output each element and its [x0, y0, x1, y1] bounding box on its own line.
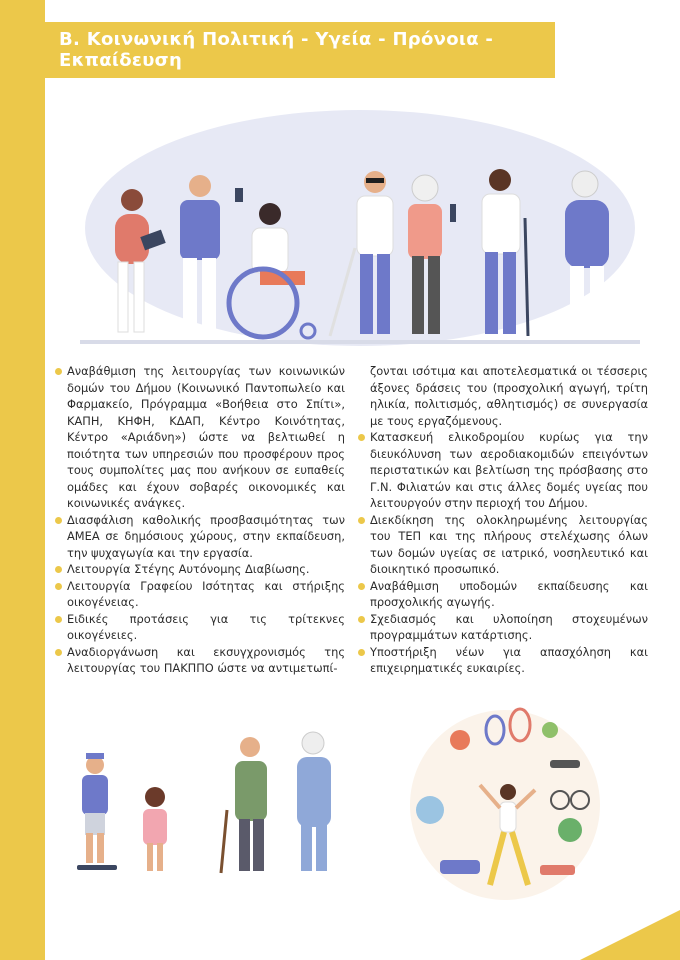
- page-title: Β. Κοινωνική Πολιτική - Υγεία - Πρόνοια - Εκπαίδευση: [59, 29, 494, 71]
- list-item: Λειτουργία Γραφείου Ισότητας και στήριξης οικογένειας.: [55, 578, 345, 611]
- section-header: [45, 22, 555, 78]
- list-item: Αναβάθμιση της λειτουργίας των κοινωνικών δομών του Δήμου (Κοινωνικό Παντοπωλείο και Φαρμακείο, Πρόγραμμα «Βοήθεια στο Σπίτι», ΚΑΠΗ, ΚΗΦΗ, ΚΔΑΠ, Κέντρο Κοινότητας, Κέντρο «Αριάδνη») ώστε να βελτιωθεί η ποιότητα των υπηρεσιών που προσφέρουν προς τους συμπολίτες μας που ανήκουν σε ευπαθείς ομάδες και έχουν σοβαρές οικονομικές και κοινωνικές ανάγκες.: [55, 363, 345, 512]
- active-lifestyle-illustration: [400, 700, 610, 910]
- list-item: Λειτουργία Στέγης Αυτόνομης Διαβίωσης.: [55, 561, 345, 578]
- left-text-column: [55, 363, 345, 677]
- list-item-continuation: ζονται ισότιμα και αποτελεσματικά οι τέσσερις άξονες δράσεις του (προσχολική αγωγή, τρίτη ηλικία, πολιτισμός, αθλητισμός) σε συνεργασία με τους εργαζόμενους.: [370, 364, 648, 428]
- left-accent-band: [0, 0, 45, 960]
- corner-accent: [580, 910, 680, 960]
- diverse-people-illustration: [80, 108, 640, 358]
- list-item: Αναβάθμιση υποδομών εκπαίδευσης και προσχολικής αγωγής.: [358, 578, 648, 611]
- family-generations-illustration: [55, 715, 355, 885]
- list-item: Κατασκευή ελικοδρομίου κυρίως για την διευκόλυνση των αεροδιακομιδών επειγόντων περιστατικών και βελτίωση της πρόσβασης στο Γ.Ν. Φιλιατών και στις άλλες δομές υγείας που λειτουργούν στην περιοχή του Δήμου.: [358, 429, 648, 512]
- policy-list-right: [358, 363, 648, 677]
- list-item: Αναδιοργάνωση και εκσυγχρονισμός της λειτουργίας του ΠΑΚΠΠΟ ώστε να αντιμετωπί-: [55, 644, 345, 677]
- list-item: Σχεδιασμός και υλοποίηση στοχευμένων προγραμμάτων κατάρτισης.: [358, 611, 648, 644]
- list-item: Ειδικές προτάσεις για τις τρίτεκνες οικογένειες.: [55, 611, 345, 644]
- list-item: Διεκδίκηση της ολοκληρωμένης λειτουργίας του ΤΕΠ και της πλήρους στελέχωσης όλων των δομών υγείας σε ιατρικό, νοσηλευτικό και διοικητικό προσωπικό.: [358, 512, 648, 578]
- list-item: Διασφάλιση καθολικής προσβασιμότητας των ΑΜΕΑ σε δημόσιους χώρους, στην εκπαίδευση, την ψυχαγωγία και την εργασία.: [55, 512, 345, 562]
- policy-list-left: [55, 363, 345, 677]
- right-text-column: [358, 363, 648, 677]
- list-item: Υποστήριξη νέων για απασχόληση και επιχειρηματικές ευκαιρίες.: [358, 644, 648, 677]
